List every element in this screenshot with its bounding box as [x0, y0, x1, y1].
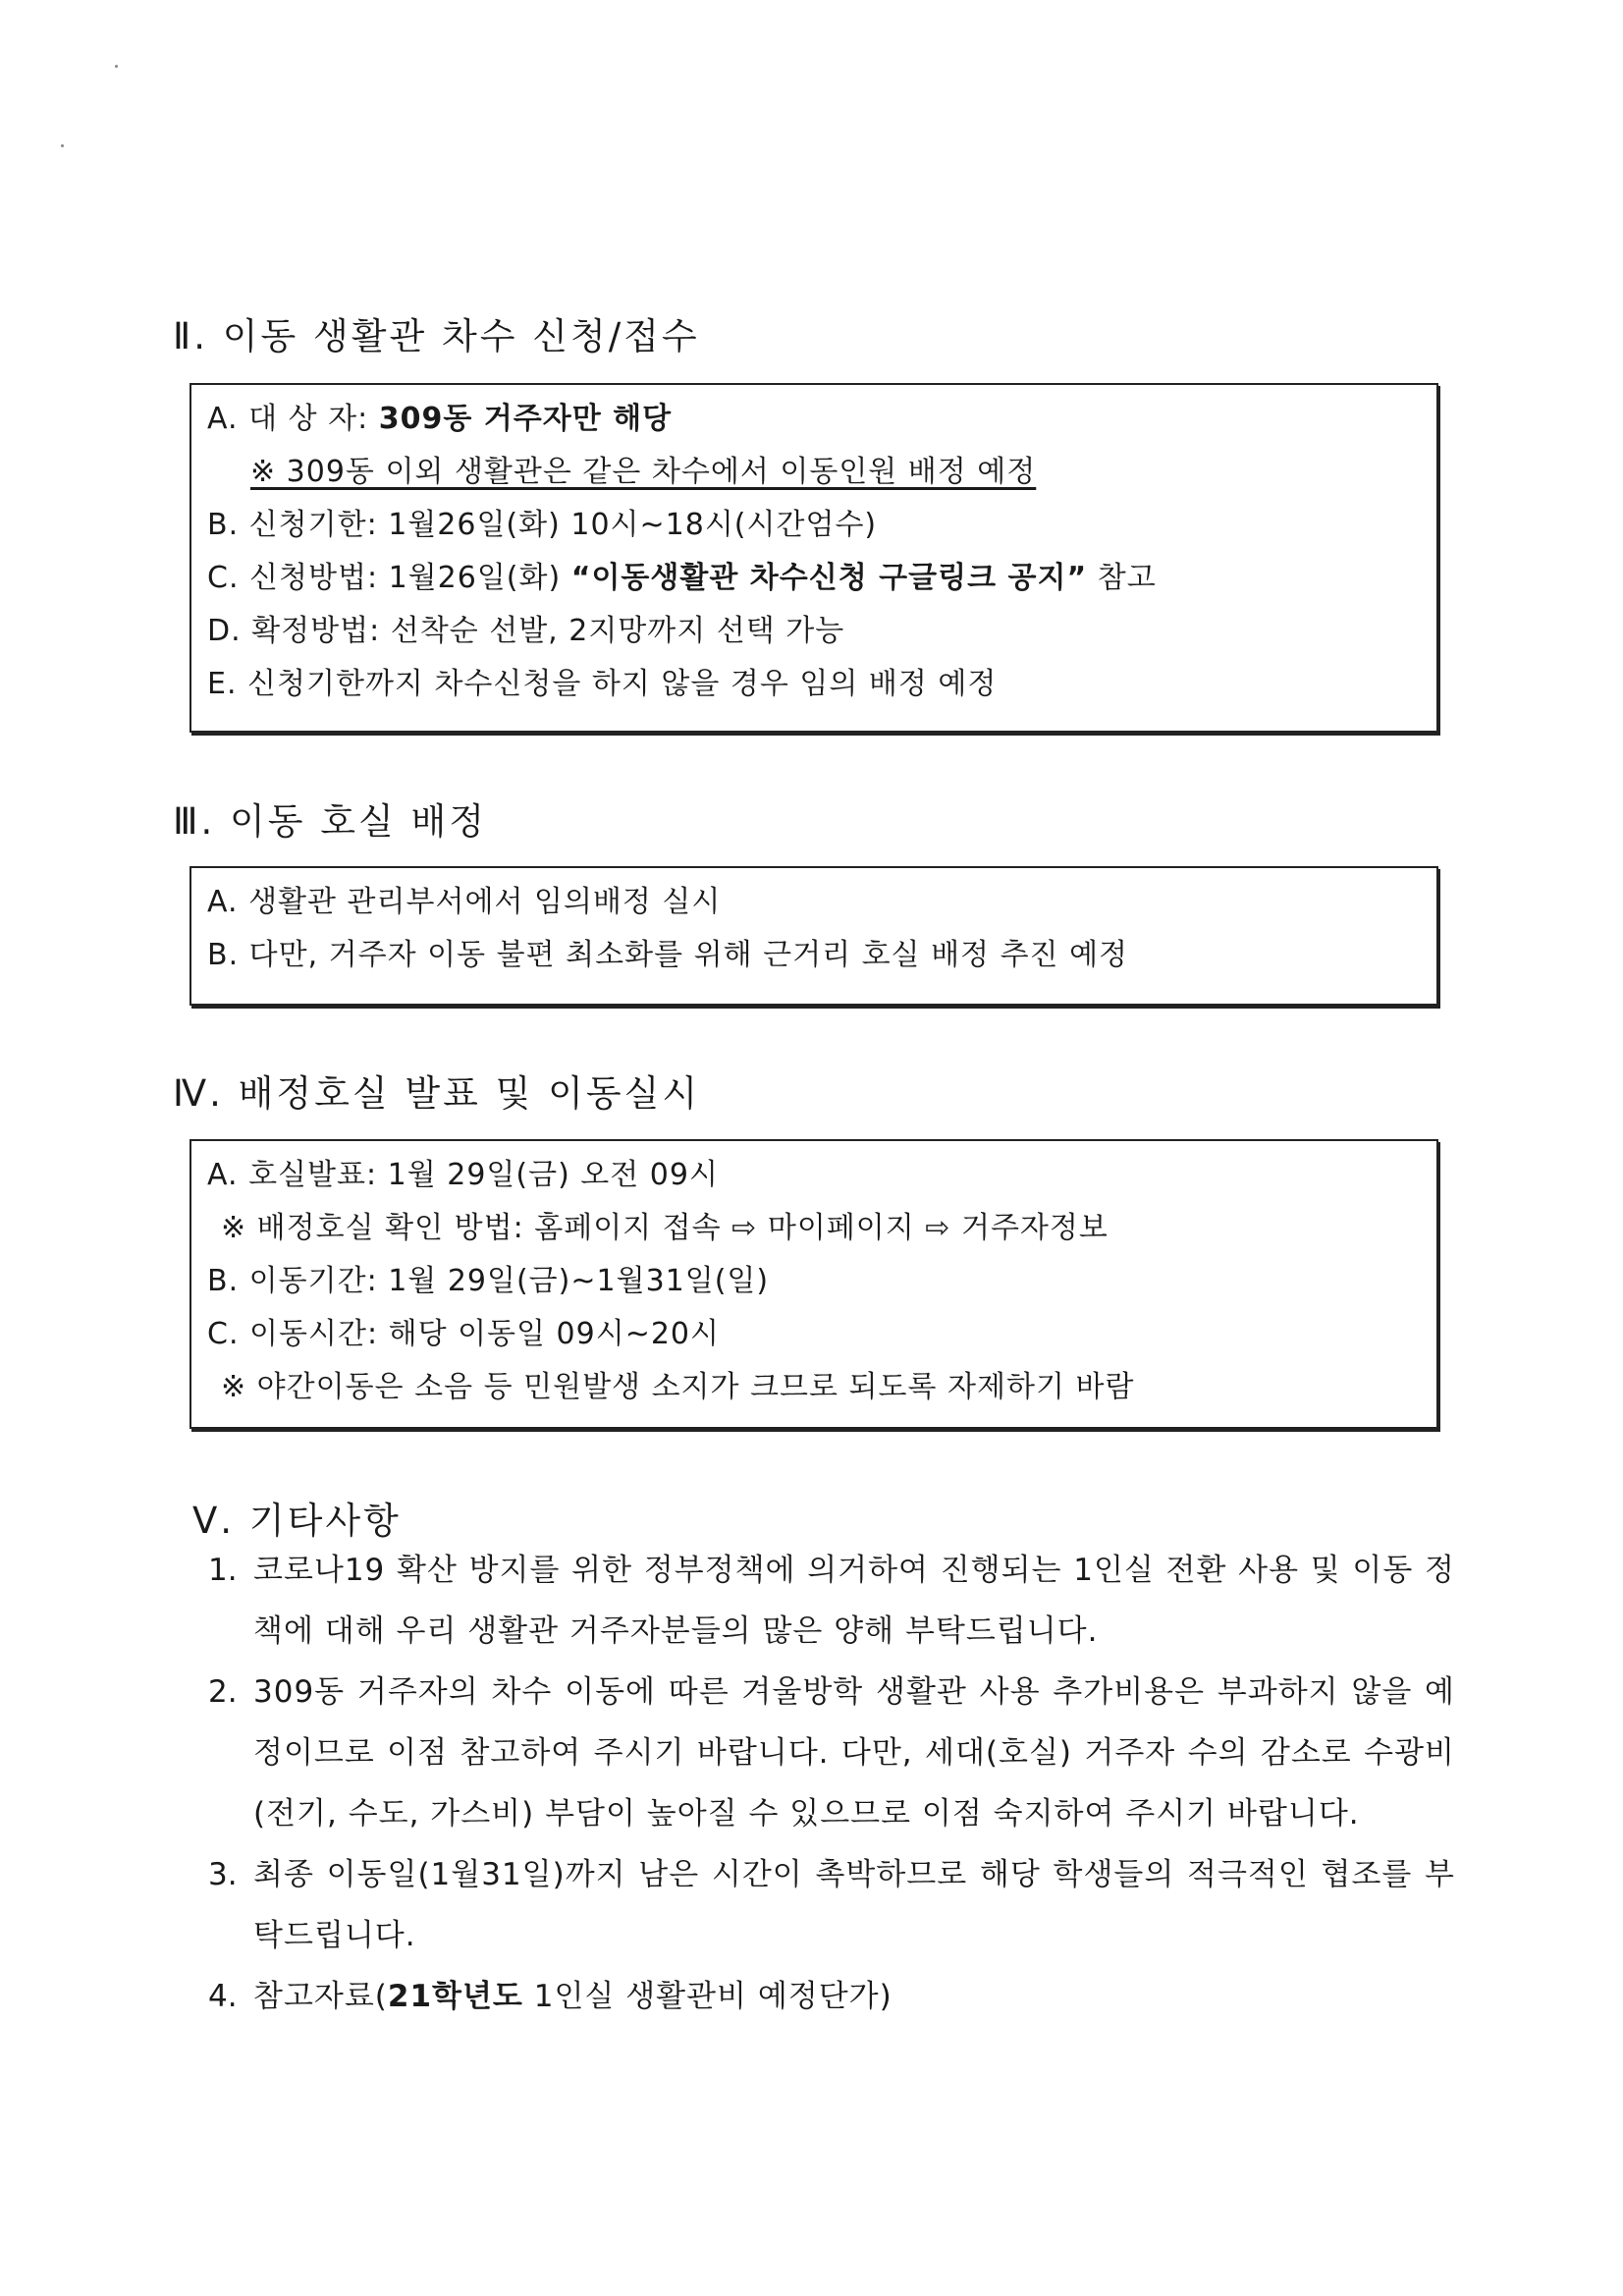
- list-item: 4. 참고자료(21학년도 1인실 생활관비 예정단가): [208, 1979, 893, 2014]
- s2-line-a-note: ※ 309동 이외 생활관은 같은 차수에서 이동인원 배정 예정: [250, 455, 1037, 489]
- s4-line-a-note: ※ 배정호실 확인 방법: 홈페이지 접속 ⇨ 마이페이지 ⇨ 거주자정보: [221, 1211, 1109, 1245]
- list-item: 1. 코로나19 확산 방지를 위한 정부정책에 의거하여 진행되는 1인실 전환 사용 및 이동 정책에 대해 우리 생활관 거주자분들의 많은 양해 부탁드립니다.: [208, 1553, 1455, 1649]
- section-5-list: [208, 1540, 1455, 2027]
- section-3-heading: Ⅲ. 이동 호실 배정: [173, 800, 488, 843]
- section-2-heading: Ⅱ. 이동 생활관 차수 신청/접수: [173, 315, 700, 357]
- s2-line-c: C. 신청방법: 1월26일(화) “이동생활관 차수신청 구글링크 공지” 참고: [207, 561, 1157, 595]
- section-2-box: [189, 383, 1438, 733]
- section-3-box: [189, 866, 1438, 1006]
- s2-line-a: A. 대 상 자: 309동 거주자만 해당: [207, 402, 673, 436]
- scan-speck: [61, 144, 64, 147]
- section-4-heading: Ⅳ. 배정호실 발표 및 이동실시: [173, 1072, 701, 1115]
- section-4-box: [189, 1139, 1438, 1429]
- s4-line-c: C. 이동시간: 해당 이동일 09시~20시: [207, 1317, 720, 1351]
- list-item: 2. 309동 거주자의 차수 이동에 따른 겨울방학 생활관 사용 추가비용은 부과하지 않을 예정이므로 이점 참고하여 주시기 바랍니다. 다만, 세대(호실) 거주자 수의 감소로 수광비(전기, 수도, 가스비) 부담이 높아질 수 있으므로 이점 숙지하여 주시기 바랍니다.: [208, 1674, 1455, 1831]
- list-item: 3. 최종 이동일(1월31일)까지 남은 시간이 촉박하므로 해당 학생들의 적극적인 협조를 부탁드립니다.: [208, 1857, 1455, 1953]
- s4-line-c-note: ※ 야간이동은 소음 등 민원발생 소지가 크므로 되도록 자제하기 바람: [221, 1370, 1135, 1404]
- s4-line-a: A. 호실발표: 1월 29일(금) 오전 09시: [207, 1158, 719, 1192]
- s4-line-b: B. 이동기간: 1월 29일(금)~1월31일(일): [207, 1264, 770, 1298]
- s2-line-e: E. 신청기한까지 차수신청을 하지 않을 경우 임의 배정 예정: [207, 667, 998, 701]
- s3-line-a: A. 생활관 관리부서에서 임의배정 실시: [207, 885, 722, 919]
- s2-line-b: B. 신청기한: 1월26일(화) 10시~18시(시간엄수): [207, 508, 878, 542]
- scan-speck: [115, 65, 118, 68]
- section-5-heading: Ⅴ. 기타사항: [192, 1500, 402, 1542]
- s3-line-b: B. 다만, 거주자 이동 불편 최소화를 위해 근거리 호실 배정 추진 예정: [207, 938, 1129, 972]
- s2-line-d: D. 확정방법: 선착순 선발, 2지망까지 선택 가능: [207, 614, 845, 648]
